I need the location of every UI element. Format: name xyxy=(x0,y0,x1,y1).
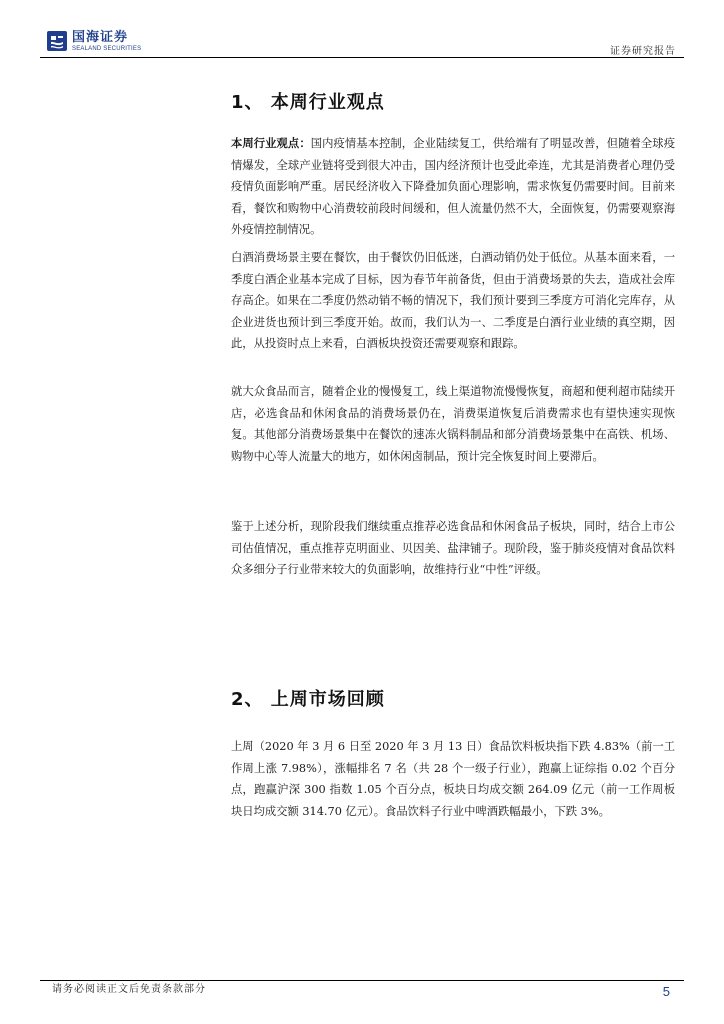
paragraph-market-review xyxy=(231,736,675,822)
sealand-logo-icon xyxy=(46,30,68,52)
paragraph-text: 就大众食品而言，随着企业的慢慢复工，线上渠道物流慢慢恢复，商超和便利超市陆续开店，必选食品和休闲食品的消费场景仍在，消费渠道恢复后消费需求也有望快速实现恢复。其他部分消费场景集中在餐饮的速冻火锅料制品和部分消费场景集中在高铁、机场、购物中心等人流量大的地方，如休闲卤制品，预计完全恢复时间上要滞后。 xyxy=(231,385,675,463)
logo-english-name: SEALAND SECURITIES xyxy=(72,45,142,52)
page-number: 5 xyxy=(662,984,670,999)
paragraph-text: 上周（2020 年 3 月 6 日至 2020 年 3 月 13 日）食品饮料板块指下跌 4.83%（前一工作周上涨 7.98%），涨幅排名 7 名（共 28 个一级子行业），跑赢上证综指 0.02 个百分点，跑赢沪深 300 指数 1.05 个百分点，板块日均成交额 264.09 亿元（前一工作周板块日均成交额 314.70 亿元）。食品饮料子行业中啤酒跌幅最小，下跌 3%。 xyxy=(231,740,675,818)
company-logo xyxy=(46,30,141,52)
paragraph-weekly-view xyxy=(231,133,675,241)
page-header xyxy=(40,28,684,58)
paragraph-text: 白酒消费场景主要在餐饮，由于餐饮仍旧低迷，白酒动销仍处于低位。从基本面来看，一季度白酒企业基本完成了目标，因为春节年前备货，但由于消费场景的失去，造成社会库存高企。如果在二季度仍然动销不畅的情况下，我们预计要到三季度方可消化完库存，从企业进货也预计到三季度开始。故而，我们认为一、二季度是白酒行业业绩的真空期，因此，从投资时点上来看，白酒板块投资还需要观察和跟踪。 xyxy=(231,251,675,351)
paragraph-recommendation xyxy=(231,516,675,581)
paragraph-lead: 本周行业观点： xyxy=(231,136,311,150)
paragraph-mass-food xyxy=(231,381,675,467)
paragraph-text: 鉴于上述分析，现阶段我们继续重点推荐必选食品和休闲食品子板块，同时，结合上市公司估值情况，重点推荐克明面业、贝因美、盐津铺子。现阶段，鉴于肺炎疫情对食品饮料众多细分子行业带来较大的负面影响，故维持行业“中性”评级。 xyxy=(231,520,675,577)
header-divider xyxy=(40,57,684,58)
section-1-title: 1、 本周行业观点 xyxy=(231,92,385,113)
paragraph-baijiu xyxy=(231,247,675,355)
footer-disclaimer: 请务必阅读正文后免责条款部分 xyxy=(52,984,206,995)
section-2-title: 2、 上周市场回顾 xyxy=(231,689,385,710)
report-type-label: 证券研究报告 xyxy=(610,46,676,57)
paragraph-text: 国内疫情基本控制，企业陆续复工，供给端有了明显改善，但随着全球疫情爆发，全球产业链将受到很大冲击，国内经济预计也受此牵连，尤其是消费者心理仍受疫情负面影响严重。居民经济收入下降叠加负面心理影响，需求恢复仍需要时间。目前来看，餐饮和购物中心消费较前段时间缓和，但人流量仍然不大，全面恢复，仍需要观察海外疫情控制情况。 xyxy=(231,137,675,237)
logo-chinese-name: 国海证券 xyxy=(72,29,129,45)
